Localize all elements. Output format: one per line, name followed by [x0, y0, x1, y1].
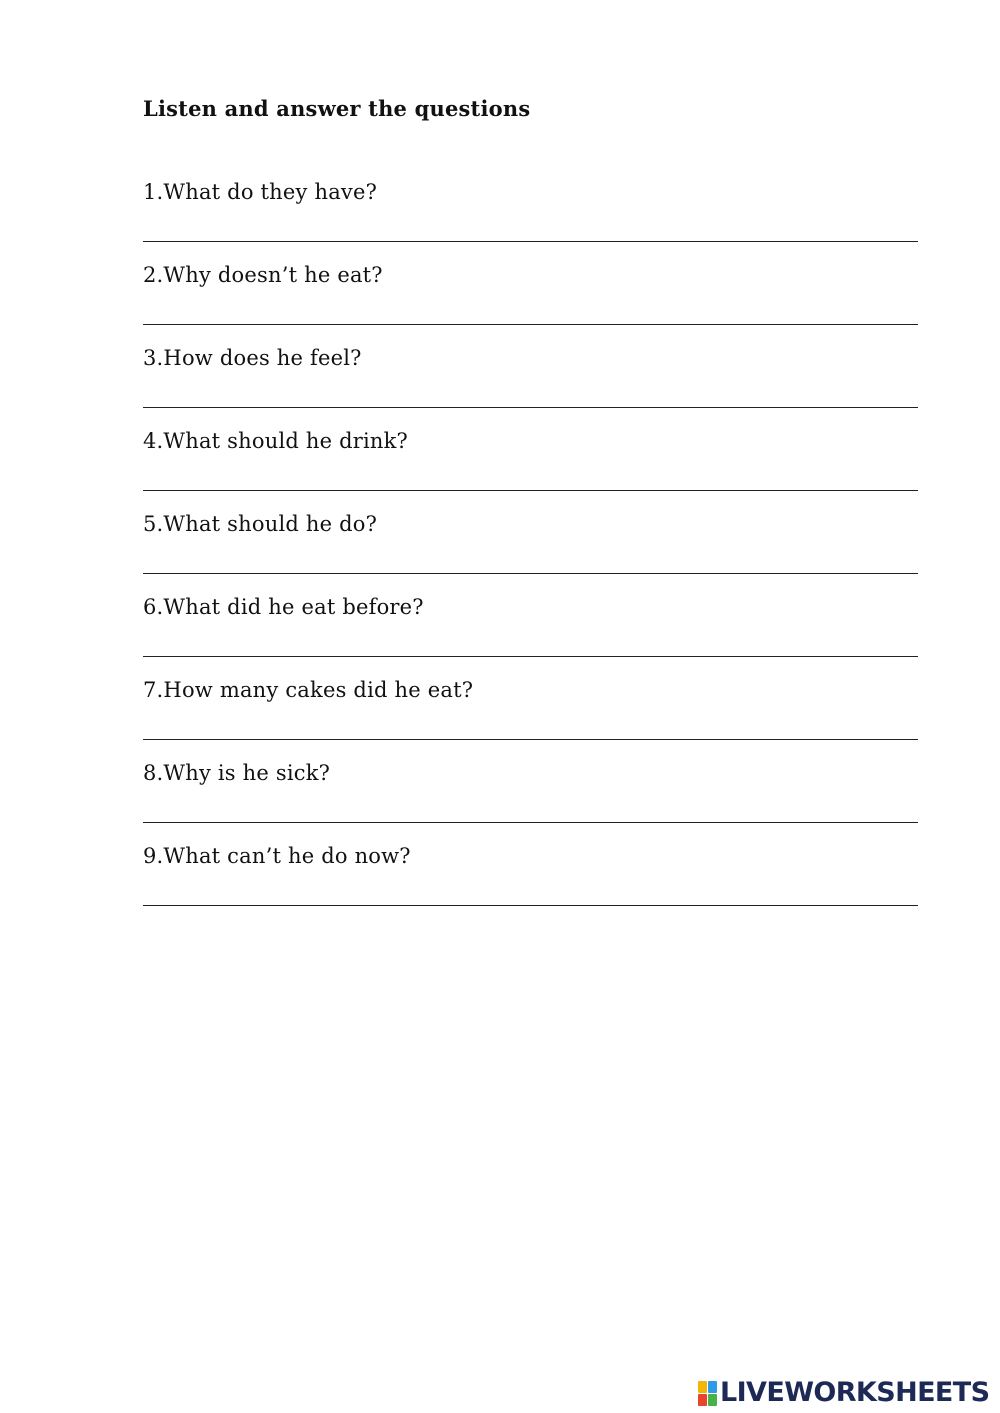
question-7: 7.How many cakes did he eat?: [143, 678, 474, 702]
answer-line-2[interactable]: [143, 324, 918, 325]
question-6: 6.What did he eat before?: [143, 595, 424, 619]
question-2: 2.Why doesn’t he eat?: [143, 263, 383, 287]
question-9: 9.What can’t he do now?: [143, 844, 411, 868]
worksheet-title: Listen and answer the questions: [143, 96, 531, 121]
question-1: 1.What do they have?: [143, 180, 378, 204]
question-8: 8.Why is he sick?: [143, 761, 331, 785]
answer-line-5[interactable]: [143, 573, 918, 574]
brand-name: LIVEWORKSHEETS: [720, 1377, 990, 1408]
logo-square-yellow: [698, 1381, 707, 1393]
logo-square-red: [698, 1394, 707, 1406]
liveworksheets-brand: [698, 1379, 989, 1407]
logo-square-green: [708, 1394, 717, 1406]
question-5: 5.What should he do?: [143, 512, 378, 536]
answer-line-8[interactable]: [143, 822, 918, 823]
question-3: 3.How does he feel?: [143, 346, 362, 370]
logo-square-blue: [708, 1381, 717, 1393]
answer-line-4[interactable]: [143, 490, 918, 491]
answer-line-3[interactable]: [143, 407, 918, 408]
answer-line-1[interactable]: [143, 241, 918, 242]
answer-line-9[interactable]: [143, 905, 918, 906]
answer-line-6[interactable]: [143, 656, 918, 657]
question-4: 4.What should he drink?: [143, 429, 409, 453]
liveworksheets-logo-icon: [698, 1381, 717, 1406]
answer-line-7[interactable]: [143, 739, 918, 740]
